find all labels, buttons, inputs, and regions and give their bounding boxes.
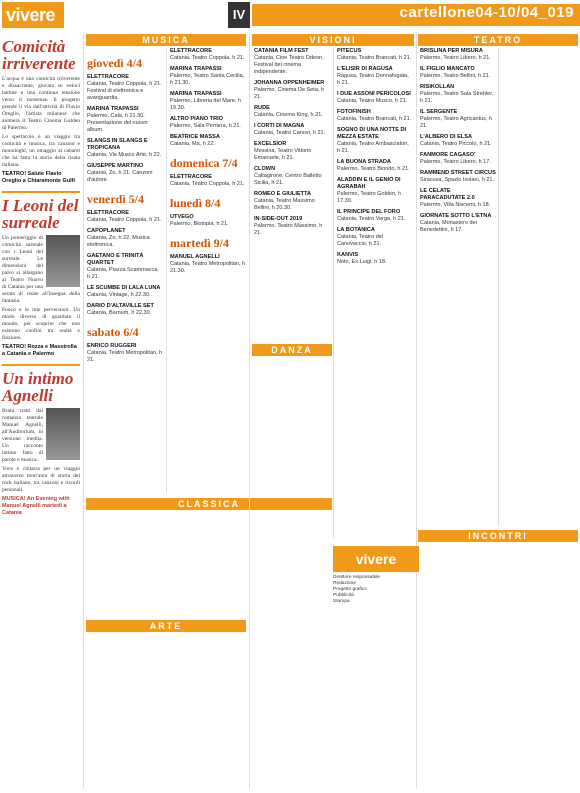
listings-column-1 [87,48,163,368]
listing-title: GAETANO E TRINITÀ QUARTET [87,253,144,266]
listing-item [420,84,496,105]
colophon-line: Direttore responsabile [333,575,380,580]
listing-details: Palermo, Teatro Libero, h 21. [420,55,491,61]
listing-details: Catania, Vintage, h 22.30. [87,292,151,298]
listing-details: Catania, Teatro Metropolitan, h 21. [87,350,163,363]
listing-item [420,170,496,184]
listing-title: ELETTRACORE [87,74,129,80]
listings-column-4 [337,48,413,270]
listing-details: Catania, Cine Teatro Odeon. Festival del cinema indipendente. [254,55,324,75]
day-heading: domenica 7/4 [170,156,238,170]
day-heading: giovedì 4/4 [87,56,143,70]
listing-details: Catania, Via Musco Arte, h 22. [87,152,162,158]
listing-item [170,214,246,228]
listing-details: Noto, Ex Luigi, h 18. [337,259,387,265]
listing-details: Palermo, Teatro Agricantus, h 21. [420,116,493,129]
listing-title: LA BUONA STRADA [337,159,391,165]
column-separator [249,34,250,789]
listing-title: EXCELSIOR [254,141,287,147]
listing-title: PITECUS [337,48,362,54]
listing-item [254,191,330,212]
listing-item [420,109,496,130]
listing-item [337,109,413,123]
listing-title: LA BOTANICA [337,227,375,233]
listings-column-5 [420,48,496,238]
listing-item [170,91,246,112]
listing-item [254,216,330,237]
section-incontri: INCONTRI [418,530,578,542]
day-heading: venerdì 5/4 [87,192,144,206]
listing-item [337,227,413,248]
colophon-line: Pubblicità [333,593,354,598]
listing-title: LE CELATE PARACADUTATE 2.0 [420,188,475,201]
listing-details: Messina, Teatro Vittorio Emanuele, h 21. [254,148,312,161]
listing-title: I DUE ASSONI PERICOLOSI [337,91,411,97]
listing-details: Catania, Zo, h 21. Canzoni d'autore. [87,170,153,183]
article-paragraph: Fuoco e le mie perversioni. Un modo diverso di guardare il mondo, per scoprire che non esistono confini tra realtà e finzione. [2,307,80,341]
column-separator [498,48,499,526]
listing-item [170,116,246,130]
listing-item [254,166,330,187]
listing-item [87,74,163,102]
article-body [2,76,80,169]
column-separator [166,48,167,493]
listing-item [337,252,413,266]
listing-details: Palermo, Teatro Bellini, h 21. [420,73,491,79]
vivere-logo: vivere [2,2,64,28]
day-heading: sabato 6/4 [87,325,139,339]
colophon [333,575,419,605]
listing-details: Catania, Teatro Canovi, h 21. [254,130,326,136]
article-paragraph: L'acqua è una comicità irriverente e dissacrante, giocata su veloci battute e una continua tensione verso il nonsense. Il progetto prende il via dall'attività di Flavio Oreglio, l'artista milanese che animerà il Teatro Cinema Golden di Palermo. [2,76,80,131]
listing-title: CLOWN [254,166,276,172]
listing-item [254,105,330,119]
listing-details: Catania, Monastero dei Benedettini, h 17. [420,220,477,233]
colophon-line: Progetto grafico [333,587,367,592]
listing-item [87,285,163,299]
listing-item [254,48,330,76]
listing-item [254,123,330,137]
listing-item [254,141,330,162]
listings-column-3 [254,48,330,241]
listing-details: Palermo, Cinema De Seta, h 21. [254,87,325,100]
listing-details: Siracusa, Spazio Isolani, h 21. [420,177,494,183]
article-body [2,408,80,494]
listing-title: CAPOPLANET [87,228,126,234]
column-separator [416,34,417,789]
listing-item [170,254,246,275]
listing-title: L'ALBERO DI ELSA [420,134,472,140]
listing-title: SOGNO DI UNA NOTTE DI MEZZA ESTATE [337,127,407,140]
listing-details: Catania, Barnum, h 22.30. [87,310,152,316]
listing-details: Catania, Teatro Brancati, h 21. [337,116,412,122]
listing-item [337,177,413,205]
listing-title: BEATRICE MASSA [170,134,220,140]
listing-title: MANUEL AGNELLI [170,254,220,260]
listing-details: Catania, Teatro Coppola, h 21. [87,217,162,223]
header-title: cartellone04-10/04_019 [399,4,574,21]
listing-item [337,48,413,62]
article-body [2,235,80,342]
listing-details: Catania, Cinema King, h 21. [254,112,323,118]
day-heading: martedì 9/4 [170,236,229,250]
listing-details: Catania, Teatro Ambasciatori, h 21. [337,141,409,154]
listing-details: Palermo, Villa Niscemi, h 18. [420,202,491,208]
article-title: Un intimo Agnelli [2,369,74,405]
colophon-line: Redazione [333,581,356,586]
header [0,0,580,30]
listing-title: ELETTRACORE [87,210,129,216]
listing-title: ROMEO E GIULIETTA [254,191,312,197]
listing-title: SLANGS IN SLANGS E TROPICANA [87,138,148,151]
listing-title: L'ELISIR DI RAGUSA [337,66,393,72]
listing-details: Catania, Teatro Coppola, h 21. [170,181,245,187]
section-classica: CLASSICA [86,498,332,510]
listing-details: Palermo, Libreria del Mare, h 19.30. [170,98,241,111]
listing-item [420,188,496,209]
section-arte: ARTE [86,620,246,632]
vivere-promo-box: vivere [333,546,419,572]
listing-item [337,91,413,105]
listing-title: IN-SIDE-OUT 2019 [254,216,303,222]
listing-title: RISIKOLLAN [420,84,455,90]
listing-details: Palermo, Cala, h 21.30. Presentazione del nuovo album. [87,113,148,133]
listing-details: Catania, Teatro Verga, h 21. [337,216,406,222]
listing-item [87,210,163,224]
listing-title: IL FIGLIO MANCATO [420,66,475,72]
listing-details: Palermo, Teatro Biondo, h 21. [337,166,410,172]
section-visioni: VISIONI [252,34,414,46]
listing-details: Catania, Teatro Brancati, h 21. [337,55,412,61]
listing-details: Palermo, Teatro Santa Cecilia, h 21.30. [170,73,245,86]
listing-item [87,163,163,184]
listings-column-2 [170,48,246,279]
listing-title: KANVIS [337,252,359,258]
listing-title: IL PRINCIPE DEL FORO [337,209,401,215]
listing-title: MARINA TRAPASSI [170,66,222,72]
listing-details: Catania, Zo, h 22. Musica elettronica. [87,235,150,248]
divider [2,364,80,366]
listing-details: Ragusa, Teatro Donnafugata, h 21. [337,73,409,86]
article-signature: MUSICA! An Evening with Manuel Agnelli martedì a Catania [2,496,70,516]
listing-title: MARINA TRAPASSI [87,106,139,112]
article-photo [46,408,80,460]
listing-item [337,159,413,173]
listing-item [420,66,496,80]
listing-title: RAMMEND STREET CIRCUS [420,170,496,176]
listing-title: UTVEGO [170,214,194,220]
section-teatro: TEATRO [418,34,578,46]
listing-title: ELETTRACORE [170,174,212,180]
article-photo [46,235,80,287]
listing-item [87,228,163,249]
divider [2,191,80,193]
listing-details: Palermo, Biotopia, h 21. [170,221,229,227]
listing-item [87,138,163,159]
listing-title: FOTOFINISH [337,109,371,115]
listing-details: Palermo, Teatro Libero, h 17. [420,159,491,165]
listing-title: FANMORE CAGASO' [420,152,476,158]
listing-details: Catania, Teatro Coppola, h 21. Festival di elettronica e avanguardia. [87,81,162,101]
article-title: Comicità irriverente [2,37,76,73]
listing-item [170,66,246,87]
column-separator [83,34,84,789]
listing-item [337,127,413,155]
listing-details: Catania, Teatro Musco, h 21. [337,98,408,104]
listing-title: LE SCUMBE DI LALA LUNA [87,285,161,291]
listing-details: Catania, Teatro Massimo Bellini, h 20.30. [254,198,315,211]
listing-title: CATANIA FILM FEST [254,48,309,54]
listing-details: Caltagirone, Centro Balletto Sicilia, h 21. [254,173,322,186]
section-danza: DANZA [252,344,332,356]
listing-item [87,343,163,364]
listing-title: JOHANNA OPPENHEIMER [254,80,325,86]
article-paragraph: Brani tratti dal romanzo teatrale Manuel Agnelli, all'Auditorium, in versione inedita. Un racconto intimo fatto di parole e musica. [2,408,43,463]
listing-details: Catania, Teatro Coppola, h 21. [170,55,245,61]
listing-title: GIUSEPPE MARTINO [87,163,144,169]
article-paragraph: Un pomeriggio di comicità surreale con i Leoni del surreale. Le dimensioni del palco si allargano al Teatro Nuovo di Catania per una serata di risate all'insegna della fantasia. [2,235,80,304]
listing-title: ELETTRACORE [170,48,212,54]
listing-title: MARINA TRAPASSI [170,91,222,97]
listing-details: Palermo, Teatro Massimo, h 21. [254,223,323,236]
listing-title: ALTRO PIANO TRIO [170,116,224,122]
page-number: IV [228,2,250,28]
listing-item [420,48,496,62]
listing-details: Catania, Piazza Scammacca, h 21. [87,267,159,280]
column-separator [333,48,334,538]
article-paragraph: Voce e chitarra per un viaggio attraverso trent'anni di storia del rock italiano, tra canzoni e ricordi personali. [2,466,80,493]
day-heading: lunedì 8/4 [170,196,221,210]
listing-item [337,66,413,87]
listing-item [337,209,413,223]
listing-item [254,80,330,101]
listing-item [420,134,496,148]
listing-title: BRISLINA PER MISURA [420,48,483,54]
listing-title: GIORNATE SOTTO L'ETNA [420,213,492,219]
listing-details: Palermo, Teatro Sala Strehler, h 21. [420,91,494,104]
colophon-line: Stampa [333,599,350,604]
listing-title: ENRICO RUGGERI [87,343,137,349]
listing-title: ALADDIN E IL GENIO DI AGRABAH [337,177,401,190]
listing-details: Palermo, Teatro Golden, h 17.30. [337,191,402,204]
listing-title: DARIO D'ALTAVILLE SET [87,303,154,309]
listing-title: IL SERGENTE [420,109,458,115]
listing-details: Catania, Teatro Piccolo, h 21. [420,141,492,147]
listing-item [420,152,496,166]
listing-item [170,134,246,148]
listing-details: Catania, Teatro Metropolitan, h 21.30. [170,261,246,274]
listing-item [170,174,246,188]
article-signature: TEATRO! Salute Flavio Oreglio a Chiaramonte Gulfi [2,171,76,184]
listing-item [420,213,496,234]
listing-details: Catania, Ma, h 22. [170,141,215,147]
left-articles [2,34,80,523]
listing-title: I CORTI DI MAGNA [254,123,305,129]
article-title: I Leoni del surreale [2,196,79,232]
listing-item [170,48,246,62]
listing-item [87,106,163,134]
listing-item [87,253,163,281]
section-musica: MUSICA [86,34,246,46]
listing-item [87,303,163,317]
listing-title: RUDE [254,105,270,111]
article-paragraph: Lo spettacolo è un viaggio tra comicità e musica, tra canzoni e monologhi, un omaggio al cabaret che ha fatto la storia della risata italiana. [2,134,80,168]
article-signature: TEATRO! Rozza e Masstrolla a Catania e Palermo [2,344,77,357]
listing-details: Catania, Teatro del Canovaccio, h 21. [337,234,384,247]
listing-details: Palermo, Sala Perriera, h 21. [170,123,241,129]
